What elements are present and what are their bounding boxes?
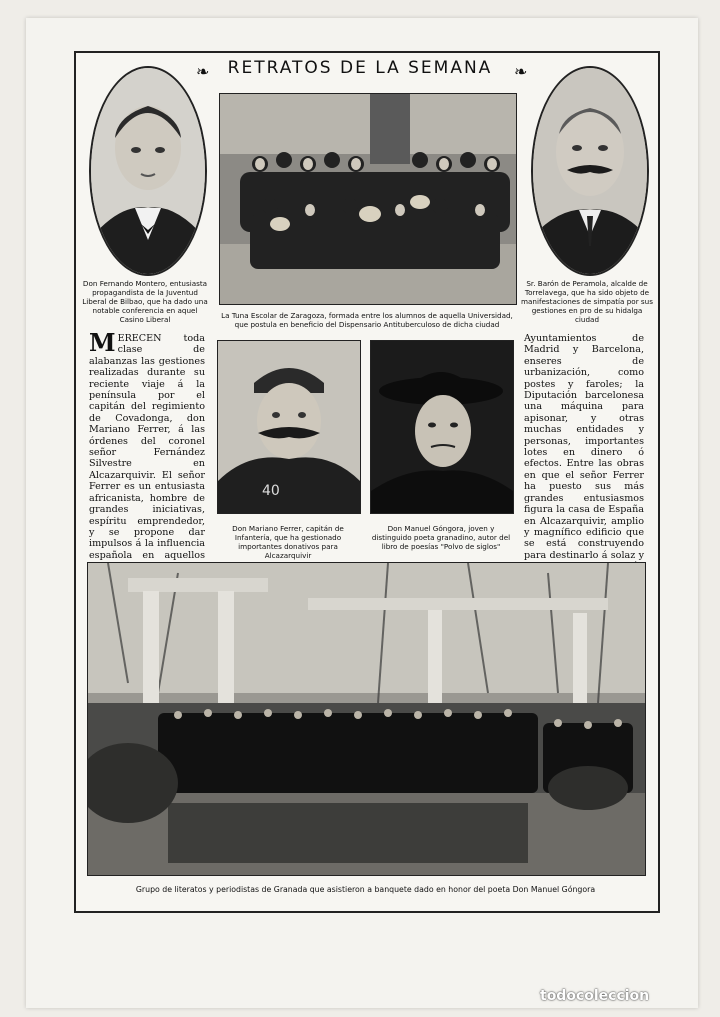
caption-ferrer: Don Mariano Ferrer, capitán de Infantería, que ha gestionado importantes donativos para Alcazarquivir [232,524,344,560]
photo-gongora [370,340,514,514]
watermark-logo: todocoleccion [540,988,650,1004]
photo-tuna-image [220,94,516,304]
photo-ferrer-image [218,341,360,513]
photo-ferrer [217,340,361,514]
article-dropcap: M [89,328,116,357]
photo-gongora-image [371,341,513,513]
title-ornament-right: ❧ [514,62,528,81]
caption-peramola: Sr. Barón de Peramola, alcalde de Torrelavega, que ha sido objeto de manifestaciones de simpatía por sus gestiones en pro de su hidalga ciudad [521,279,653,324]
photo-group-image [88,563,645,875]
title-ornament-left: ❧ [196,62,210,81]
caption-tuna: La Tuna Escolar de Zaragoza, formada entre los alumnos de aquella Universidad, que postula en beneficio del Dispensario Antituberculoso de dicha ciudad [221,311,513,329]
photo-group [87,562,646,876]
caption-montero: Don Fernando Montero, entusiasta propagandista de la Juventud Liberal de Bilbao, que ha dado una notable conferencia en aquel Casino Liberal [82,279,208,324]
portrait-montero [89,66,207,276]
photo-tuna [219,93,517,305]
portrait-peramola-image [533,68,647,274]
portrait-peramola [531,66,649,276]
caption-gongora: Don Manuel Góngora, joven y distinguido poeta granadino, autor del libro de poesías "Polvo de siglos" [371,524,511,551]
article-left-text: ERECEN toda clase de alabanzas las gestiones realizadas durante su reciente viaje á la península por el capitán del regimiento de Covadonga, don Mariano Ferrer, á las órdenes del coronel señor Fernández Silvestre en Alcazarquivir. El señor Ferrer es un entusiasta africanista, hombre de grandes iniciativas, espíritu emprendedor, y se propone dar impulsos á la influencia española en aquellos [89,333,205,561]
caption-group: Grupo de literatos y periodistas de Granada que asistieron a banquete dado en honor del poeta Don Manuel Góngora [135,885,596,894]
article-right-column: Ayuntamientos de Madrid y Barcelona, enseres de urbanización, como postes y faroles; la Diputación barcelonesa una máquina para apisonar, y otras muchas entidades y personas, importantes lotes en dinero ó efectos. Entre las obras en que el señor Ferrer ha puesto sus más grandes entusiasmos figura la casa de España en Alcazarquivir, amplio y magnífico edificio que se está construyendo para destinarlo á solaz y [524,333,644,561]
page-title: RETRATOS DE LA SEMANA [227,58,493,78]
portrait-montero-image [91,68,205,274]
ferrer-collar-badge: 40 [262,483,280,499]
